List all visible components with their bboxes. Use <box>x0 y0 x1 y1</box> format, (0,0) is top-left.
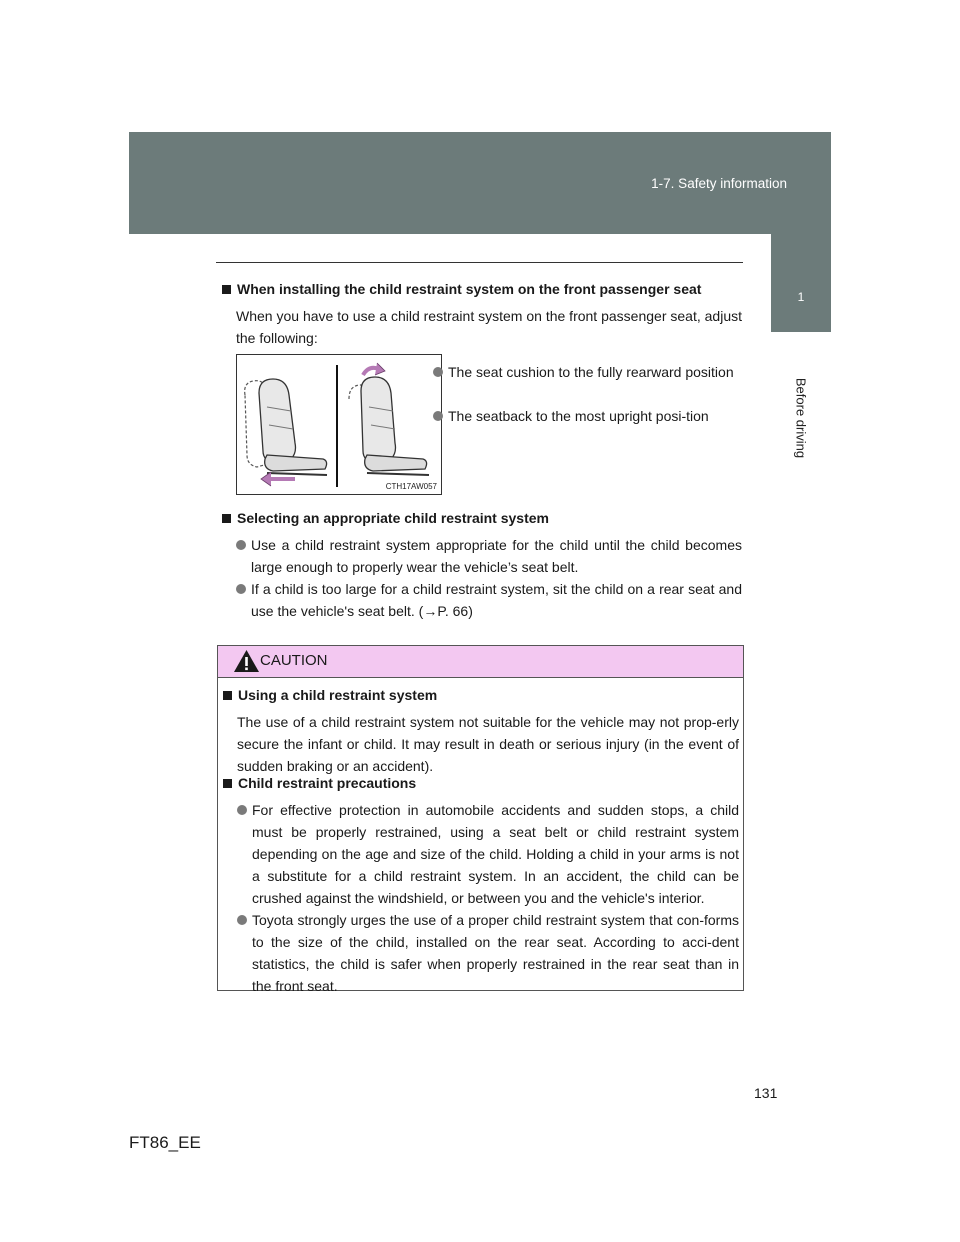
bullet-dot-icon <box>236 540 246 550</box>
caution-heading-text: Using a child restraint system <box>238 687 438 703</box>
section-heading-text: Selecting an appropriate child restraint system <box>237 510 549 526</box>
bullet-item <box>433 405 757 427</box>
bullet-item <box>236 578 742 622</box>
caution-header <box>218 646 743 678</box>
header-band <box>129 132 831 234</box>
chapter-number: 1 <box>797 290 805 304</box>
caution-paragraph: The use of a child restraint system not suitable for the vehicle may not prop-erly secure the infant or child. It may result in death or serious injury (in the event of sudden braking or an accident). <box>237 714 739 774</box>
bullet-dot-icon <box>433 367 443 377</box>
bullet-dot-icon <box>237 915 247 925</box>
bullet-text: The seat cushion to the fully rearward position <box>448 364 734 380</box>
bullet-text: Use a child restraint system appropriate for the child until the child becomes large enough to properly wear the vehicle’s seat belt. <box>251 537 742 575</box>
bullet-dot-icon <box>433 411 443 421</box>
bullet-item <box>237 909 739 997</box>
seat-adjustment-figure <box>236 354 442 495</box>
bullet-item <box>433 361 757 383</box>
caution-heading-text: Child restraint precautions <box>238 775 417 791</box>
section-heading-text: When installing the child restraint system on the front passenger seat <box>237 281 702 297</box>
bullet-text: Toyota strongly urges the use of a proper child restraint system that con-forms to the size of the child, installed on the rear seat. According to acci-dent statistics, the child is safer when properly restrained in the rear seat than in the front seat. <box>252 912 739 994</box>
bullet-item <box>236 534 742 578</box>
chapter-label: Before driving <box>793 377 809 459</box>
caution-title: CAUTION <box>260 652 328 669</box>
warning-triangle-icon <box>233 649 260 673</box>
section-heading-front-seat <box>222 281 701 297</box>
square-bullet-icon <box>222 285 231 294</box>
section-title: 1-7. Safety information <box>651 176 787 191</box>
square-bullet-icon <box>223 691 232 700</box>
caution-heading-precautions <box>223 775 416 791</box>
figure-code: CTH17AW057 <box>385 482 437 491</box>
bullet-text: For effective protection in automobile accidents and sudden stops, a child must be properly restrained, using a seat belt or child restraint system depending on the age and size of the child. Holding a child in your arms is not a substitute for a child restraint system. In an accident, the child can be crushed against the windshield, or between you and the vehicle's interior. <box>252 802 739 906</box>
document-code: FT86_EE <box>129 1133 201 1152</box>
intro-paragraph: When you have to use a child restraint system on the front passenger seat, adjust the following: <box>236 308 742 346</box>
top-rule <box>216 262 743 263</box>
caution-box <box>217 645 744 994</box>
caution-heading-using <box>223 687 437 703</box>
bullet-text: If a child is too large for a child restraint system, sit the child on a rear seat and use the vehicle's seat belt. (→P. 66) <box>251 581 742 619</box>
chapter-tab <box>771 234 831 332</box>
seat-illustration <box>237 355 441 494</box>
square-bullet-icon <box>222 514 231 523</box>
page-number: 131 <box>754 1085 778 1101</box>
bullet-dot-icon <box>236 584 246 594</box>
bullet-item <box>237 799 739 909</box>
bullet-dot-icon <box>237 805 247 815</box>
section-heading-selecting <box>222 510 549 526</box>
square-bullet-icon <box>223 779 232 788</box>
bullet-text: The seatback to the most upright posi-tion <box>448 408 709 424</box>
